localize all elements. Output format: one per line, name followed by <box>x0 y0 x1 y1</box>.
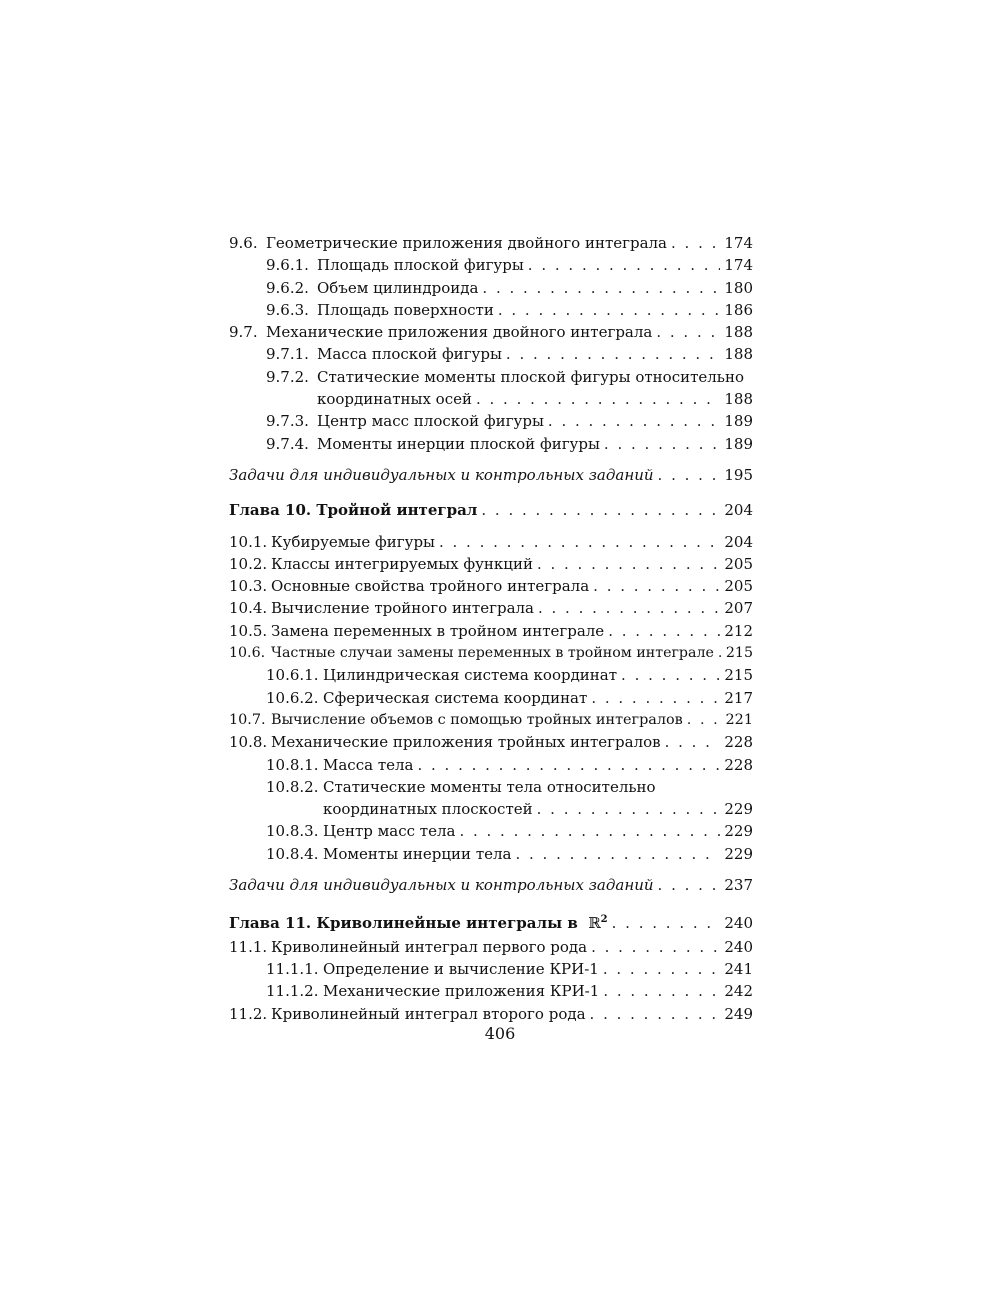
entry-number: 10.8. <box>229 733 268 752</box>
entry-page: 174 <box>724 256 753 275</box>
entry-number: 10.8.3. <box>266 822 319 841</box>
toc-entry-10-8[interactable] <box>229 731 753 753</box>
leader-dots <box>591 687 720 709</box>
leader-dots <box>608 620 720 642</box>
entry-page: 188 <box>724 345 753 364</box>
entry-number: 9.6.3. <box>266 300 309 319</box>
toc-chapter-10[interactable] <box>229 499 753 521</box>
entry-number: 10.8.1. <box>266 755 319 774</box>
entry-title: Основные свойства тройного интеграла <box>271 577 590 596</box>
entry-title: Механические приложения двойного интеграла <box>266 323 653 342</box>
entry-number: 10.6. <box>229 645 266 662</box>
leader-dots <box>612 912 721 934</box>
leader-dots <box>687 709 722 731</box>
entry-page: 180 <box>724 278 753 297</box>
entry-page: 240 <box>724 914 753 933</box>
toc-entry-tasks-1[interactable] <box>229 464 753 486</box>
entry-number: 9.6.2. <box>266 278 309 297</box>
leader-dots <box>656 321 720 343</box>
entry-number: 10.8.2. <box>266 777 319 796</box>
entry-page: 229 <box>724 844 753 863</box>
leader-dots <box>538 597 720 619</box>
toc-chapter-11[interactable] <box>229 909 753 931</box>
entry-number: 10.7. <box>229 711 266 728</box>
leader-dots <box>593 575 720 597</box>
entry-page: 241 <box>724 959 753 978</box>
entry-page: 207 <box>724 599 753 618</box>
entry-number: 9.7. <box>229 323 258 342</box>
entry-title: Задачи для индивидуальных и контрольных заданий <box>229 876 654 895</box>
toc-entry-10-3[interactable] <box>229 575 753 597</box>
entry-number: 11.1.1. <box>266 959 319 978</box>
toc-entry-11-2[interactable] <box>229 1003 753 1025</box>
entry-title: Задачи для индивидуальных и контрольных заданий <box>229 465 654 484</box>
leader-dots <box>439 531 720 553</box>
entry-page: 229 <box>724 822 753 841</box>
entry-number: 10.8.4. <box>266 844 319 863</box>
leader-dots <box>621 664 720 686</box>
toc-entry-9-6-1[interactable] <box>229 254 753 276</box>
real-numbers-symbol: ℝ <box>588 914 601 933</box>
entry-title: Частные случаи замены переменных в тройном интеграле <box>271 645 714 662</box>
entry-page: 249 <box>724 1004 753 1023</box>
entry-number: 10.1. <box>229 532 268 551</box>
entry-number: 9.7.1. <box>266 345 309 364</box>
entry-number: 10.2. <box>229 554 268 573</box>
leader-dots <box>481 499 720 521</box>
entry-page: 221 <box>725 711 753 728</box>
toc-entry-10-7[interactable] <box>229 709 753 731</box>
entry-title: Объем цилиндроида <box>317 278 479 297</box>
toc-entry-10-8-1[interactable] <box>229 754 753 776</box>
toc-entry-10-4[interactable] <box>229 597 753 619</box>
entry-number: 9.6.1. <box>266 256 309 275</box>
toc-entry-11-1[interactable] <box>229 936 753 958</box>
entry-title: Геометрические приложения двойного интеграла <box>266 234 667 252</box>
leader-dots <box>417 754 720 776</box>
entry-page: 204 <box>724 532 753 551</box>
toc-entry-9-7-1[interactable] <box>229 343 753 365</box>
entry-number: 10.6.1. <box>266 666 319 685</box>
toc-entry-9-7-3[interactable] <box>229 410 753 432</box>
entry-number: 10.3. <box>229 577 268 596</box>
toc-entry-10-8-4[interactable] <box>229 843 753 865</box>
entry-title: Классы интегрируемых функций <box>271 554 533 573</box>
entry-page: 240 <box>724 937 753 956</box>
entry-number: 9.6. <box>229 234 258 252</box>
leader-dots <box>515 843 720 865</box>
entry-title: Механические приложения тройных интегралов <box>271 733 661 752</box>
entry-page: 228 <box>724 733 753 752</box>
toc-entry-10-6-1[interactable] <box>229 664 753 686</box>
entry-title: Вычисление объемов с помощью тройных интегралов <box>271 711 683 728</box>
entry-title: координатных осей <box>317 390 472 409</box>
entry-title: Моменты инерции тела <box>323 844 512 863</box>
toc-entry-9-7-2[interactable] <box>229 366 753 388</box>
chapter-title: Глава 10. Тройной интеграл <box>229 501 478 520</box>
leader-dots <box>671 232 720 254</box>
toc-entry-11-1-2[interactable] <box>229 980 753 1002</box>
entry-title: Криволинейный интеграл первого рода <box>271 937 588 956</box>
leader-dots <box>604 433 720 455</box>
entry-page: 237 <box>724 876 753 895</box>
toc-entry-9-7-2-cont[interactable] <box>229 388 753 410</box>
entry-page: 212 <box>724 621 753 640</box>
entry-page: 174 <box>724 234 753 252</box>
toc-entry-10-2[interactable] <box>229 553 753 575</box>
entry-page: 204 <box>724 501 753 520</box>
leader-dots <box>658 464 721 486</box>
toc-entry-10-6[interactable] <box>229 642 753 664</box>
leader-dots <box>591 936 720 958</box>
entry-title: Масса плоской фигуры <box>317 345 502 364</box>
toc-entry-9-6-2[interactable] <box>229 277 753 299</box>
leader-dots <box>459 820 720 842</box>
toc-entry-9-7[interactable] <box>229 321 753 343</box>
toc-entry-9-6[interactable] <box>229 232 753 254</box>
leader-dots <box>528 254 721 276</box>
toc-entry-10-5[interactable] <box>229 620 753 642</box>
entry-title: Криволинейный интеграл второго рода <box>271 1004 586 1023</box>
entry-page: 189 <box>724 434 753 453</box>
entry-title: Моменты инерции плоской фигуры <box>317 434 600 453</box>
leader-dots <box>476 388 720 410</box>
entry-title: Статические моменты плоской фигуры относительно <box>317 367 744 386</box>
entry-number: 10.6.2. <box>266 688 319 707</box>
leader-dots <box>482 277 720 299</box>
entry-number: 11.1. <box>229 937 268 956</box>
toc-entry-9-7-4[interactable] <box>229 433 753 455</box>
entry-title: Сферическая система координат <box>323 688 588 707</box>
leader-dots <box>498 299 721 321</box>
entry-title: Определение и вычисление КРИ-1 <box>323 959 599 978</box>
entry-title: Центр масс плоской фигуры <box>317 412 544 431</box>
toc-entry-10-8-2-cont[interactable] <box>229 798 753 820</box>
entry-page: 229 <box>724 800 753 819</box>
entry-number: 10.5. <box>229 621 268 640</box>
entry-page: 242 <box>724 982 753 1001</box>
entry-title: Площадь поверхности <box>317 300 494 319</box>
leader-dots <box>537 798 721 820</box>
toc-entry-10-8-3[interactable] <box>229 820 753 842</box>
table-of-contents <box>229 232 753 1025</box>
leader-dots <box>718 642 722 664</box>
entry-number: 9.7.4. <box>266 434 309 453</box>
entry-number: 11.2. <box>229 1004 268 1023</box>
entry-title: Центр масс тела <box>323 822 456 841</box>
entry-title: Масса тела <box>323 755 414 774</box>
page-number: 406 <box>484 1024 516 1043</box>
entry-title: Вычисление тройного интеграла <box>271 599 534 618</box>
entry-title: Статические моменты тела относительно <box>323 777 656 796</box>
entry-page: 205 <box>724 577 753 596</box>
leader-dots <box>548 410 720 432</box>
toc-entry-tasks-2[interactable] <box>229 874 753 896</box>
toc-entry-9-6-3[interactable] <box>229 299 753 321</box>
leader-dots <box>658 874 721 896</box>
leader-dots <box>603 980 720 1002</box>
entry-number: 9.7.3. <box>266 412 309 431</box>
chapter-title: Глава 11. Криволинейные интегралы в ℝ$^2$ <box>229 914 608 933</box>
toc-entry-10-6-2[interactable] <box>229 687 753 709</box>
entry-title: Замена переменных в тройном интеграле <box>271 621 605 640</box>
entry-title: координатных плоскостей <box>323 800 533 819</box>
entry-title: Площадь плоской фигуры <box>317 256 524 275</box>
leader-dots <box>506 343 720 365</box>
entry-page: 188 <box>724 390 753 409</box>
entry-page: 189 <box>724 412 753 431</box>
entry-title: Кубируемые фигуры <box>271 532 435 551</box>
toc-entry-10-8-2[interactable] <box>229 776 753 798</box>
entry-number: 10.4. <box>229 599 268 618</box>
entry-page: 188 <box>724 323 753 342</box>
toc-entry-10-1[interactable] <box>229 531 753 553</box>
toc-entry-11-1-1[interactable] <box>229 958 753 980</box>
entry-page: 217 <box>724 688 753 707</box>
entry-page: 215 <box>724 666 753 685</box>
leader-dots <box>603 958 721 980</box>
entry-number: 9.7.2. <box>266 367 309 386</box>
entry-title: Механические приложения КРИ-1 <box>323 982 600 1001</box>
entry-page: 205 <box>724 554 753 573</box>
entry-page: 195 <box>724 465 753 484</box>
entry-number: 11.1.2. <box>266 982 319 1001</box>
leader-dots <box>590 1003 721 1025</box>
leader-dots <box>665 731 721 753</box>
entry-page: 228 <box>724 755 753 774</box>
entry-page: 186 <box>724 300 753 319</box>
entry-title: Цилиндрическая система координат <box>323 666 618 685</box>
leader-dots <box>537 553 720 575</box>
entry-page: 215 <box>725 645 753 662</box>
